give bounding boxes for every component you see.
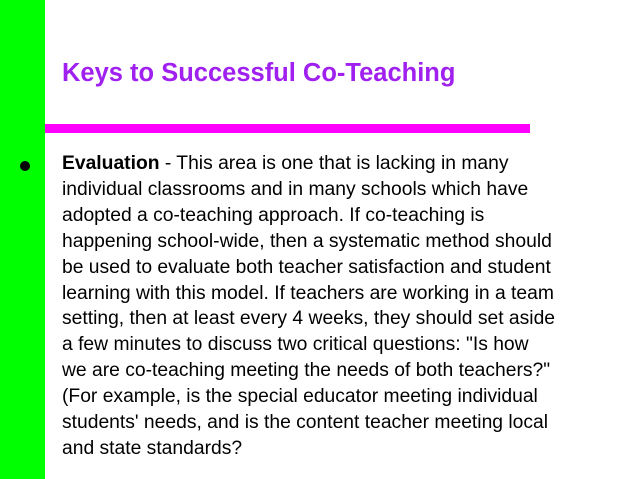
bullet-line: setting, then at least every 4 weeks, they should set aside [62, 308, 556, 330]
bullet-line: (For example, is the special educator meeting individual [62, 386, 538, 408]
slide-title: Keys to Successful Co-Teaching [62, 59, 456, 87]
bullet-line: be used to evaluate both teacher satisfaction and student [62, 256, 551, 278]
bullet-line: learning with this model. If teachers are working in a team [62, 282, 554, 304]
title-underline-bar [45, 124, 530, 133]
bullet-line: we are co-teaching meeting the needs of both teachers?" [62, 360, 551, 382]
bullet-term: Evaluation [62, 153, 160, 174]
bullet-line: happening school-wide, then a systematic method should [62, 230, 552, 252]
bullet-line: and state standards? [62, 437, 243, 459]
side-color-band [0, 0, 45, 479]
bullet-paragraph [62, 151, 622, 462]
bullet-line [62, 151, 622, 177]
bullet-icon [20, 161, 30, 171]
bullet-line-text: - This area is one that is lacking in many [159, 153, 509, 174]
bullet-line: individual classrooms and in many schools which have [62, 178, 529, 200]
bullet-line: a few minutes to discuss two critical questions: "Is how [62, 334, 529, 356]
bullet-line: students' needs, and is the content teacher meeting local [62, 412, 549, 434]
bullet-line: adopted a co-teaching approach. If co-teaching is [62, 204, 485, 226]
